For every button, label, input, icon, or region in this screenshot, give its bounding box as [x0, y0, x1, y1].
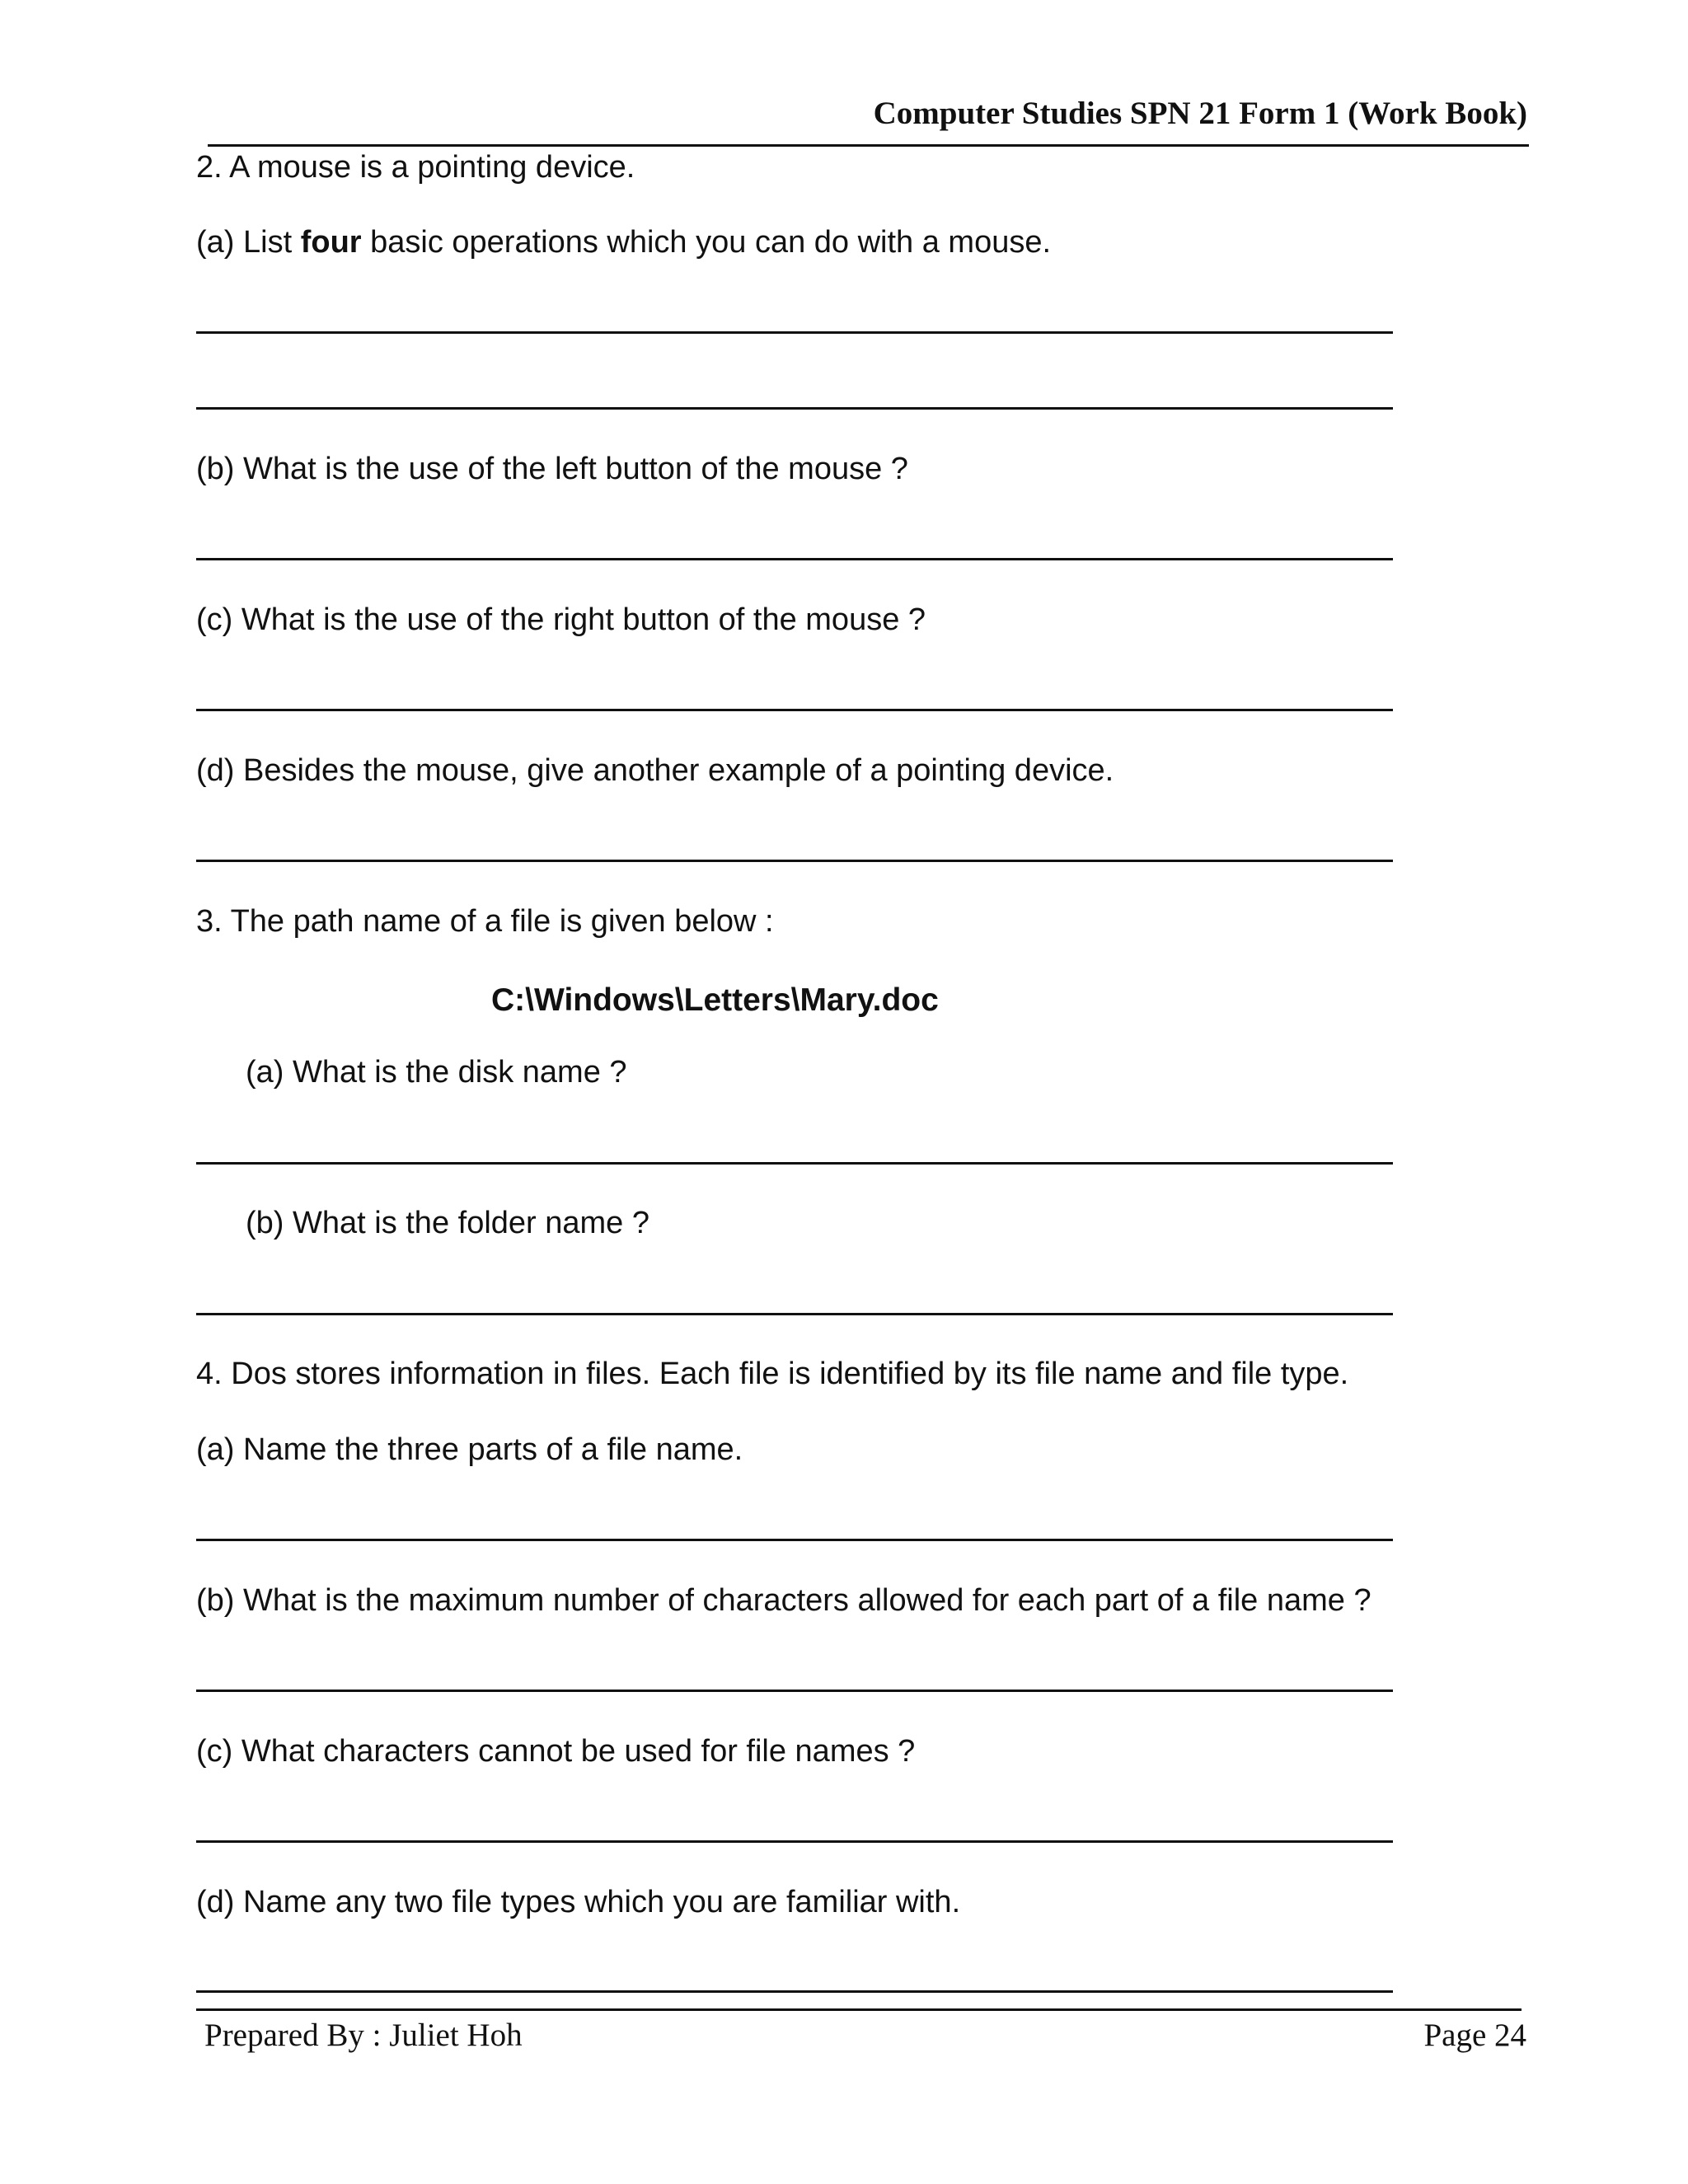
answer-line-2a-2[interactable]: [196, 407, 1393, 410]
question-2a: [196, 227, 1051, 258]
answer-line-3a[interactable]: [196, 1162, 1393, 1165]
question-4a: (a) Name the three parts of a file name.: [196, 1432, 743, 1467]
answer-line-4d[interactable]: [196, 1990, 1393, 1993]
question-2d: (d) Besides the mouse, give another example of a pointing device.: [196, 753, 1114, 788]
question-4-intro: 4. Dos stores information in files. Each file is identified by its file name and file type.: [196, 1357, 1349, 1391]
answer-line-2d[interactable]: [196, 860, 1393, 862]
question-3b: (b) What is the folder name ?: [246, 1206, 649, 1240]
question-2a-emphasis: four: [300, 225, 362, 260]
file-path: C:\Windows\Letters\Mary.doc: [491, 982, 939, 1018]
question-2a-suffix: basic operations which you can do with a mouse.: [361, 225, 1052, 260]
footer-page-number: Page 24: [1423, 2018, 1526, 2053]
question-3-intro: 3. The path name of a file is given below :: [196, 904, 774, 939]
question-2b: (b) What is the use of the left button of the mouse ?: [196, 452, 908, 486]
question-4b: (b) What is the maximum number of characters allowed for each part of a file name ?: [196, 1583, 1372, 1618]
answer-line-4c[interactable]: [196, 1840, 1393, 1843]
header-rule: [208, 144, 1529, 147]
answer-line-4a[interactable]: [196, 1539, 1393, 1541]
footer-rule: [196, 2008, 1522, 2011]
question-2c: (c) What is the use of the right button of the mouse ?: [196, 602, 926, 637]
question-2-intro: 2. A mouse is a pointing device.: [196, 150, 635, 185]
footer-author: Prepared By : Juliet Hoh: [204, 2018, 523, 2053]
question-4d: (d) Name any two file types which you are familiar with.: [196, 1885, 961, 1919]
question-3a: (a) What is the disk name ?: [246, 1055, 627, 1090]
answer-line-4b[interactable]: [196, 1690, 1393, 1692]
question-4c: (c) What characters cannot be used for file names ?: [196, 1734, 916, 1769]
answer-line-3b[interactable]: [196, 1313, 1393, 1315]
answer-line-2c[interactable]: [196, 709, 1393, 711]
question-2a-prefix: (a) List: [196, 225, 301, 260]
header-title: Computer Studies SPN 21 Form 1 (Work Book): [873, 96, 1527, 131]
answer-line-2a-1[interactable]: [196, 331, 1393, 334]
answer-line-2b[interactable]: [196, 558, 1393, 560]
